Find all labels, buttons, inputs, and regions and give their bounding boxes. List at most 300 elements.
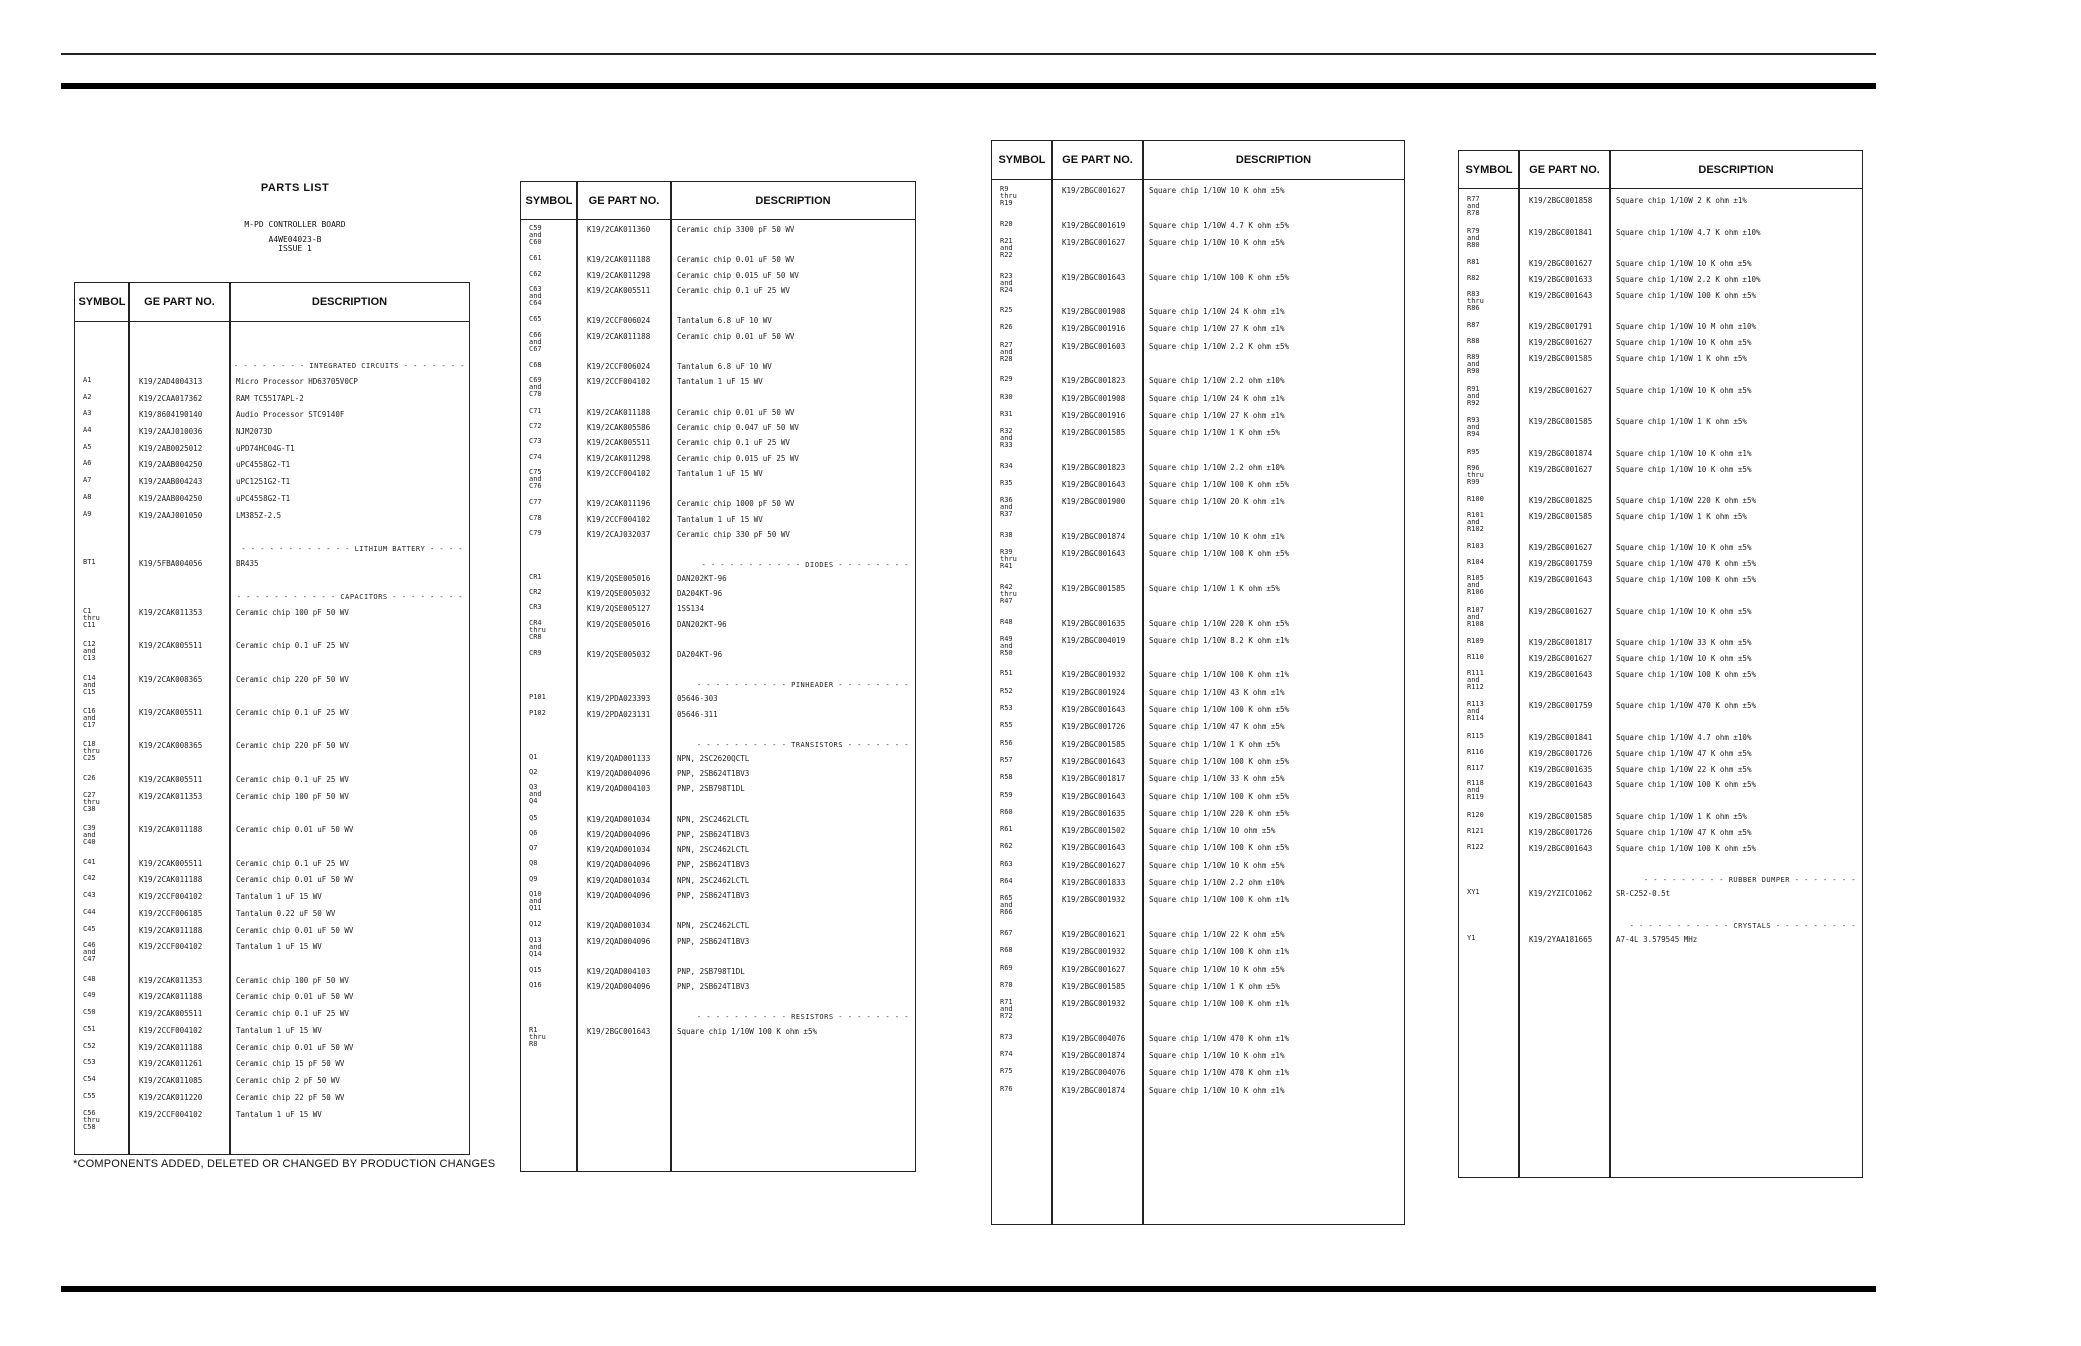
description-cell: Square chip 1/10W 47 K ohm ±5% — [1149, 722, 1285, 732]
parts-row — [521, 921, 915, 936]
description-cell: Square chip 1/10W 47 K ohm ±5% — [1616, 748, 1752, 758]
part-number-header: GE PART NO. — [1062, 154, 1133, 166]
symbol-cell: Q7 — [529, 844, 538, 853]
part-number-cell: K19/2QAD004096 — [587, 982, 651, 992]
description-cell: DA204KT-96 — [677, 650, 723, 660]
description-cell: Square chip 1/10W 10 K ohm ±5% — [1616, 385, 1752, 395]
description-cell: Square chip 1/10W 100 K ohm ±5% — [1149, 480, 1289, 490]
part-number-cell: K19/2QAD001034 — [587, 875, 651, 885]
description-cell: Square chip 1/10W 2.2 K ohm ±5% — [1149, 341, 1289, 351]
description-cell: Square chip 1/10W 43 K ohm ±1% — [1149, 687, 1285, 697]
part-number-cell: K19/2BGC001627 — [1529, 654, 1593, 664]
parts-row — [1459, 196, 1862, 228]
part-number-cell: K19/2CAJ032037 — [587, 529, 651, 539]
parts-row — [75, 377, 469, 394]
symbol-cell: R49 and R50 — [1000, 634, 1013, 657]
symbol-cell: R83 thru R86 — [1467, 289, 1484, 312]
symbol-cell: R48 — [1000, 617, 1013, 626]
part-number-cell: K19/2BGC001726 — [1529, 827, 1593, 837]
description-cell: Ceramic chip 0.1 uF 25 WV — [236, 1009, 349, 1019]
description-cell: Square chip 1/10W 100 K ohm ±5% — [1149, 705, 1289, 715]
parts-row — [521, 710, 915, 725]
symbol-cell: R31 — [1000, 409, 1013, 418]
part-number-cell: K19/2BGC001643 — [1529, 669, 1593, 679]
part-number-header: GE PART NO. — [144, 296, 215, 308]
symbol-cell: R121 — [1467, 826, 1484, 835]
part-number-cell: K19/2CAK005586 — [587, 423, 651, 433]
symbol-cell: A2 — [83, 392, 92, 401]
symbol-cell: C27 thru C38 — [83, 790, 100, 813]
parts-row — [1459, 765, 1862, 781]
parts-row — [1459, 749, 1862, 765]
part-number-cell: K19/2BGC001916 — [1062, 410, 1126, 420]
symbol-cell: C39 and C40 — [83, 824, 96, 847]
parts-row — [992, 549, 1404, 584]
description-cell: Square chip 1/10W 10 K ohm ±1% — [1616, 448, 1752, 458]
part-number-cell: K19/2BGC001833 — [1062, 878, 1126, 888]
part-number-cell: K19/2YZICO1062 — [1529, 889, 1593, 899]
symbol-cell: R53 — [1000, 704, 1013, 713]
parts-row — [992, 480, 1404, 497]
parts-row — [992, 497, 1404, 532]
section-header: - - - - - - - - - - - CRYSTALS - - - - - - - - - — [1629, 921, 1856, 930]
part-number-cell: K19/2QSE005032 — [587, 589, 651, 599]
symbol-cell: C16 and C17 — [83, 707, 96, 730]
parts-row — [521, 694, 915, 709]
description-cell: Square chip 1/10W 8.2 K ohm ±1% — [1149, 635, 1289, 645]
part-number-cell: K19/2CAK005511 — [139, 708, 203, 718]
part-number-cell: K19/2CAK011188 — [587, 407, 651, 417]
parts-row — [521, 650, 915, 665]
description-cell: Tantalum 1 uF 15 WV — [677, 514, 763, 524]
description-cell: Square chip 1/10W 47 K ohm ±5% — [1616, 827, 1752, 837]
parts-row — [992, 774, 1404, 791]
symbol-cell: XY1 — [1467, 888, 1480, 897]
symbol-cell: R118 and R119 — [1467, 779, 1484, 802]
parts-row — [521, 784, 915, 814]
symbol-cell: R71 and R72 — [1000, 998, 1013, 1021]
symbol-cell: R115 — [1467, 732, 1484, 741]
parts-row — [992, 878, 1404, 895]
description-cell: PNP, 2SB624T1BV3 — [677, 982, 750, 992]
part-number-cell: K19/2BGC001643 — [1062, 272, 1126, 282]
parts-row — [521, 362, 915, 377]
symbol-cell: R117 — [1467, 763, 1484, 772]
part-number-cell: K19/2CAK011261 — [139, 1059, 203, 1069]
part-number-cell: K19/2BGC001759 — [1529, 701, 1593, 711]
table-rows — [1459, 196, 1862, 951]
description-cell: Square chip 1/10W 10 M ohm ±10% — [1616, 322, 1756, 332]
part-number-cell: K19/2CAK005511 — [587, 285, 651, 295]
parts-row — [75, 410, 469, 427]
symbol-cell: R65 and R66 — [1000, 894, 1013, 917]
parts-row — [1459, 935, 1862, 951]
parts-row — [1459, 828, 1862, 844]
parts-row — [992, 428, 1404, 463]
description-cell: Square chip 1/10W 470 K ohm ±5% — [1616, 701, 1756, 711]
parts-row — [75, 559, 469, 576]
part-number-cell: K19/2BGC001643 — [1529, 780, 1593, 790]
parts-row — [75, 825, 469, 858]
section-header-row — [1459, 905, 1862, 935]
parts-row — [521, 891, 915, 921]
part-number-cell: K19/2BGC001874 — [1529, 448, 1593, 458]
symbol-header: SYMBOL — [525, 194, 573, 207]
section-header-row — [75, 576, 469, 608]
description-cell: Ceramic chip 0.01 uF 50 WV — [236, 925, 354, 935]
symbol-cell: C73 — [529, 437, 542, 446]
parts-row — [992, 1086, 1404, 1103]
symbol-cell: R35 — [1000, 479, 1013, 488]
symbol-cell: R73 — [1000, 1032, 1013, 1041]
parts-row — [521, 967, 915, 982]
part-number-cell: K19/2BGC001643 — [1062, 480, 1126, 490]
section-header-row — [521, 998, 915, 1027]
part-number-cell: K19/2BGC001635 — [1529, 764, 1593, 774]
part-number-cell: K19/2CAK011188 — [139, 992, 203, 1002]
parts-row — [992, 757, 1404, 774]
parts-row — [521, 769, 915, 784]
parts-row — [992, 324, 1404, 341]
symbol-cell: C65 — [529, 315, 542, 324]
symbol-cell: C68 — [529, 361, 542, 370]
parts-row — [521, 589, 915, 604]
symbol-cell: R113 and R114 — [1467, 700, 1484, 723]
part-number-cell: K19/2QAD004096 — [587, 829, 651, 839]
symbol-cell: R20 — [1000, 219, 1013, 228]
symbol-cell: R68 — [1000, 946, 1013, 955]
description-cell: Square chip 1/10W 10 K ohm ±5% — [1616, 259, 1752, 269]
symbol-cell: P101 — [529, 693, 546, 702]
parts-row — [75, 477, 469, 494]
parts-row — [75, 494, 469, 511]
part-number-cell: K19/2CAK011188 — [139, 825, 203, 835]
description-cell: NJM2073D — [236, 426, 273, 436]
parts-row — [75, 427, 469, 444]
symbol-cell: C51 — [83, 1024, 96, 1033]
symbol-cell: C72 — [529, 422, 542, 431]
symbol-cell: C18 thru C25 — [83, 740, 100, 763]
symbol-cell: R29 — [1000, 375, 1013, 384]
part-number-cell: K19/2CAK011188 — [139, 1042, 203, 1052]
description-cell: Square chip 1/10W 100 K ohm ±5% — [1149, 756, 1289, 766]
symbol-cell: Q9 — [529, 874, 538, 883]
section-header: - - - - - - - - INTEGRATED CIRCUITS - - - - - - - — [234, 362, 466, 371]
description-cell: Ceramic chip 0.1 uF 25 WV — [236, 641, 349, 651]
footnote: *COMPONENTS ADDED, DELETED OR CHANGED BY PRODUCTION CHANGES — [73, 1158, 496, 1170]
description-cell: Square chip 1/10W 10 K ohm ±1% — [1149, 532, 1285, 542]
description-cell: RAM TC5517APL-2 — [236, 393, 304, 403]
symbol-cell: C63 and C64 — [529, 284, 542, 307]
description-cell: Tantalum 1 uF 15 WV — [236, 892, 322, 902]
description-header: DESCRIPTION — [311, 296, 388, 308]
symbol-cell: C59 and C60 — [529, 224, 542, 246]
section-header: - - - - - - - - - - - DIODES - - - - - - - - — [701, 560, 909, 569]
description-cell: Ceramic chip 0.015 uF 50 WV — [677, 270, 799, 280]
symbol-cell: Q3 and Q4 — [529, 783, 542, 806]
symbol-cell: R110 — [1467, 653, 1484, 662]
part-number-cell: K19/2QAD001034 — [587, 845, 651, 855]
part-number-cell: K19/2BGC001858 — [1529, 196, 1593, 205]
description-cell: Tantalum 1 uF 15 WV — [677, 468, 763, 478]
description-cell: PNP, 2SB798T1DL — [677, 967, 745, 977]
description-cell: Square chip 1/10W 100 K ohm ±5% — [1149, 791, 1289, 801]
parts-row — [75, 892, 469, 909]
description-cell: 1SS134 — [677, 604, 705, 614]
parts-row — [521, 1027, 915, 1057]
part-number-cell: K19/2CCF004102 — [587, 468, 651, 478]
parts-row — [75, 775, 469, 792]
parts-list-title-block — [180, 182, 410, 253]
part-number-header: GE PART NO. — [588, 194, 660, 207]
description-cell: Square chip 1/10W 100 K ohm ±1% — [1149, 670, 1289, 680]
parts-row — [1459, 670, 1862, 702]
parts-row — [75, 608, 469, 641]
symbol-cell: R62 — [1000, 842, 1013, 851]
parts-row — [992, 930, 1404, 947]
part-number-cell: K19/2BGC001908 — [1062, 393, 1126, 403]
symbol-header: SYMBOL — [1465, 163, 1513, 176]
description-cell: Square chip 1/10W 10 K ohm ±5% — [1616, 338, 1752, 348]
description-cell: Square chip 1/10W 1 K ohm ±5% — [1616, 812, 1747, 821]
symbol-cell: C1 thru C11 — [83, 606, 100, 629]
symbol-cell: P102 — [529, 708, 546, 717]
symbol-cell: C61 — [529, 254, 542, 263]
parts-row — [521, 754, 915, 769]
part-number-cell: K19/2QAD004096 — [587, 890, 651, 900]
part-number-cell: K19/2CCF004102 — [139, 892, 203, 902]
description-cell: Ceramic chip 0.1 uF 25 WV — [677, 285, 790, 295]
parts-row — [75, 460, 469, 477]
symbol-cell: Q1 — [529, 752, 538, 761]
description-cell: Square chip 1/10W 22 K ohm ±5% — [1616, 764, 1752, 774]
description-cell: Square chip 1/10W 100 K ohm ±5% — [1616, 669, 1756, 679]
description-header: DESCRIPTION — [1235, 154, 1312, 166]
description-cell: Square chip 1/10W 10 K ohm ±1% — [1149, 1085, 1285, 1095]
part-number-cell: K19/2BGC001759 — [1529, 559, 1593, 569]
description-cell: DA204KT-96 — [677, 589, 723, 599]
board-name: M-PD CONTROLLER BOARD — [244, 220, 346, 229]
parts-row — [992, 826, 1404, 843]
symbol-cell: R36 and R37 — [1000, 496, 1013, 519]
section-header-row — [75, 345, 469, 377]
description-cell: Square chip 1/10W 10 K ohm ±5% — [1149, 186, 1285, 195]
description-cell: PNP, 2SB624T1BV3 — [677, 890, 750, 900]
parts-row — [1459, 417, 1862, 449]
parts-row — [992, 238, 1404, 273]
symbol-cell: CR1 — [529, 572, 542, 581]
symbol-cell: R116 — [1467, 747, 1484, 756]
part-number-cell: K19/2BGC004076 — [1062, 1068, 1126, 1078]
parts-row — [521, 271, 915, 286]
parts-row — [992, 221, 1404, 238]
description-cell: Ceramic chip 100 pF 50 WV — [236, 975, 349, 985]
parts-row — [992, 463, 1404, 480]
description-cell: Square chip 1/10W 1 K ohm ±5% — [1149, 739, 1280, 749]
parts-row — [1459, 543, 1862, 559]
parts-row — [75, 875, 469, 892]
description-cell: NPN, 2SC2620QCTL — [677, 753, 750, 763]
part-number-cell: K19/2CCF006185 — [139, 908, 203, 918]
parts-row — [1459, 322, 1862, 338]
symbol-cell: R51 — [1000, 669, 1013, 678]
description-cell: Square chip 1/10W 10 K ohm ±5% — [1616, 606, 1752, 616]
parts-row — [75, 1026, 469, 1043]
symbol-cell: C52 — [83, 1041, 96, 1050]
part-number-cell: K19/2BGC001627 — [1529, 543, 1593, 553]
symbol-cell: R59 — [1000, 790, 1013, 799]
description-cell: Audio Processor STC9140F — [236, 410, 345, 420]
description-cell: Square chip 1/10W 10 K ohm ±5% — [1616, 654, 1752, 664]
part-number-cell: K19/2AB0025012 — [139, 443, 203, 453]
description-cell: Square chip 1/10W 470 K ohm ±1% — [1149, 1068, 1289, 1078]
parts-row — [992, 861, 1404, 878]
part-number-cell: K19/2CAK011188 — [587, 331, 651, 341]
symbol-cell: C48 — [83, 974, 96, 983]
symbol-cell: R93 and R94 — [1467, 416, 1480, 439]
parts-row — [1459, 559, 1862, 575]
part-number-cell: K19/2CAK011188 — [587, 255, 651, 265]
symbol-cell: R70 — [1000, 980, 1013, 989]
symbol-cell: CR4 thru CR8 — [529, 618, 546, 641]
symbol-cell: R74 — [1000, 1050, 1013, 1059]
description-cell: Square chip 1/10W 20 K ohm ±1% — [1149, 497, 1285, 507]
description-cell: Tantalum 1 uF 15 WV — [677, 377, 763, 387]
parts-row — [1459, 496, 1862, 512]
description-cell: Ceramic chip 0.1 uF 25 WV — [236, 774, 349, 784]
parts-table-2 — [520, 181, 916, 1172]
parts-row — [521, 620, 915, 650]
description-cell: Square chip 1/10W 100 K ohm ±5% — [1149, 272, 1289, 282]
parts-row — [1459, 780, 1862, 812]
part-number-cell: K19/2QAD001034 — [587, 814, 651, 824]
parts-row — [75, 394, 469, 411]
table-header — [521, 182, 915, 220]
description-cell: Ceramic chip 100 pF 50 WV — [236, 791, 349, 801]
symbol-cell: C71 — [529, 406, 542, 415]
parts-row — [75, 1059, 469, 1076]
symbol-cell: R56 — [1000, 738, 1013, 747]
part-number-cell: K19/2AAB004250 — [139, 493, 203, 503]
description-cell: Square chip 1/10W 10 K ohm ±5% — [1616, 464, 1752, 474]
part-number-cell: K19/2BGC001585 — [1062, 583, 1126, 593]
part-number-cell: K19/2BGC001874 — [1062, 1051, 1126, 1061]
parts-row — [992, 186, 1404, 221]
description-cell: Square chip 1/10W 10 K ohm ±5% — [1616, 543, 1752, 553]
description-cell: SR-C252-0.5t — [1616, 889, 1671, 899]
part-number-cell: K19/2CAK008365 — [139, 674, 203, 684]
parts-row — [992, 307, 1404, 324]
parts-row — [521, 499, 915, 514]
parts-row — [992, 965, 1404, 982]
part-number-cell: K19/2BGC001874 — [1062, 1085, 1126, 1095]
parts-row — [521, 438, 915, 453]
part-number-cell: K19/2PDA023393 — [587, 694, 651, 704]
symbol-cell: C66 and C67 — [529, 330, 542, 353]
part-number-cell: K19/2CCF004102 — [587, 514, 651, 524]
symbol-cell: C45 — [83, 924, 96, 933]
part-number-cell: K19/2BGC001603 — [1062, 341, 1126, 351]
description-cell: Square chip 1/10W 24 K ohm ±1% — [1149, 393, 1285, 403]
section-header: - - - - - - - - - - PINHEADER - - - - - - - - — [696, 681, 909, 690]
parts-row — [1459, 812, 1862, 828]
description-cell: Square chip 1/10W 2.2 ohm ±10% — [1149, 878, 1285, 888]
part-number-cell: K19/2QSE005032 — [587, 650, 651, 660]
parts-row — [521, 316, 915, 331]
description-cell: Square chip 1/10W 220 K ohm ±5% — [1616, 496, 1756, 506]
parts-row — [992, 394, 1404, 411]
parts-row — [992, 792, 1404, 809]
description-cell: Ceramic chip 100 pF 50 WV — [236, 607, 349, 617]
symbol-cell: Q2 — [529, 768, 538, 776]
parts-row — [521, 515, 915, 530]
part-number-cell: K19/2CAK011353 — [139, 791, 203, 801]
description-cell: Tantalum 6.8 uF 10 WV — [677, 316, 772, 326]
parts-row — [1459, 733, 1862, 749]
parts-row — [992, 376, 1404, 393]
description-cell: Ceramic chip 3300 pF 50 WV — [677, 225, 795, 234]
symbol-cell: R21 and R22 — [1000, 236, 1013, 259]
section-header: - - - - - - - - - - - CAPACITORS - - - - - - - - — [236, 593, 463, 602]
part-number-cell: K19/2BGC001502 — [1062, 826, 1126, 836]
symbol-cell: R88 — [1467, 337, 1480, 346]
symbol-cell: C12 and C13 — [83, 640, 96, 663]
symbol-cell: R107 and R108 — [1467, 605, 1484, 628]
symbol-cell: R103 — [1467, 542, 1484, 551]
part-number-cell: K19/2CAK005511 — [139, 1009, 203, 1019]
symbol-cell: R101 and R102 — [1467, 510, 1484, 533]
parts-row — [992, 411, 1404, 428]
part-number-cell: K19/2CAK011188 — [139, 875, 203, 885]
table-header — [1459, 151, 1862, 189]
description-cell: Square chip 1/10W 4.7 K ohm ±10% — [1616, 227, 1761, 237]
part-number-cell: K19/2QAD004103 — [587, 784, 651, 794]
description-cell: Square chip 1/10W 4.7 K ohm ±5% — [1149, 220, 1289, 230]
part-number-cell: K19/2BGC001908 — [1062, 307, 1126, 317]
symbol-cell: R75 — [1000, 1067, 1013, 1076]
parts-row — [1459, 354, 1862, 386]
parts-row — [1459, 889, 1862, 905]
part-number-cell: K19/2CAK005511 — [139, 774, 203, 784]
parts-row — [521, 860, 915, 875]
part-number-cell: K19/2BGC001924 — [1062, 687, 1126, 697]
symbol-cell: R26 — [1000, 323, 1013, 332]
part-number-cell: K19/2QSE005016 — [587, 573, 651, 583]
parts-row — [992, 999, 1404, 1034]
section-header: - - - - - - - - - - TRANSISTORS - - - - - - - — [696, 740, 909, 749]
part-number-cell: K19/2BGC001585 — [1529, 353, 1593, 363]
section-header: - - - - - - - - - RUBBER DUMPER - - - - - - - — [1643, 875, 1856, 884]
symbol-cell: C53 — [83, 1058, 96, 1067]
parts-row — [75, 708, 469, 741]
parts-row — [521, 830, 915, 845]
part-number-cell: K19/2BGC001585 — [1062, 981, 1126, 991]
part-number-cell: K19/2BGC001823 — [1062, 462, 1126, 472]
part-number-cell: K19/2BGC001643 — [1529, 843, 1593, 853]
parts-table-1 — [74, 282, 470, 1155]
section-header-row — [521, 545, 915, 574]
description-cell: uPC4558G2-T1 — [236, 493, 291, 503]
part-number-cell: K19/2CCF004102 — [587, 377, 651, 387]
part-number-cell: K19/2QSE005016 — [587, 619, 651, 629]
part-number-cell: K19/2BGC001643 — [1529, 575, 1593, 585]
description-cell: Square chip 1/10W 2.2 ohm ±10% — [1149, 376, 1285, 386]
section-header: - - - - - - - - - - RESISTORS - - - - - - - - — [696, 1013, 909, 1022]
parts-row — [521, 937, 915, 967]
description-cell: PNP, 2SB624T1BV3 — [677, 829, 750, 839]
symbol-cell: R42 thru R47 — [1000, 582, 1017, 605]
section-header-row — [521, 665, 915, 694]
